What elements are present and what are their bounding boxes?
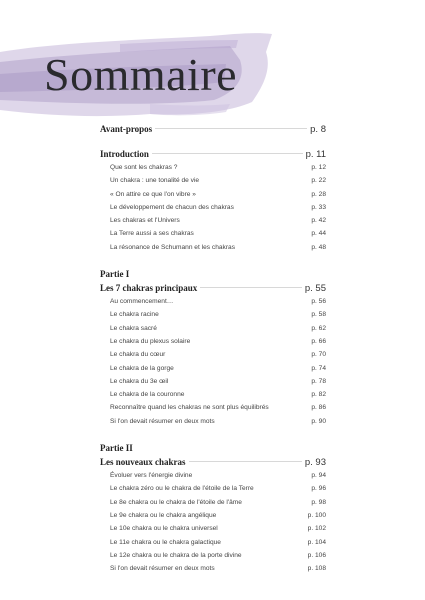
entry-title: Le chakra zéro ou le chakra de l'étoile de la Terre	[110, 485, 254, 493]
toc-entry[interactable]	[100, 295, 326, 308]
entry-title: Le chakra de la gorge	[110, 364, 174, 372]
entry-title: Le chakra sacré	[110, 324, 157, 332]
page-title: Sommaire	[44, 49, 238, 100]
toc-entry[interactable]	[100, 241, 326, 254]
part-label: Partie II	[100, 443, 133, 454]
toc-entry[interactable]	[100, 496, 326, 509]
toc-entry[interactable]	[100, 562, 326, 575]
entry-title: Si l'on devait résumer en deux mots	[110, 417, 215, 425]
entry-title: « On attire ce que l'on vibre »	[110, 190, 196, 198]
entry-title: Le développement de chacun des chakras	[110, 203, 234, 211]
toc-section-introduction	[100, 147, 326, 254]
entry-page: p. 28	[311, 190, 326, 198]
toc-entry[interactable]	[100, 415, 326, 428]
entry-title: Le chakra de la couronne	[110, 391, 185, 399]
toc-entry[interactable]	[100, 522, 326, 535]
table-of-contents	[100, 122, 326, 575]
entry-page: p. 96	[311, 485, 326, 493]
dotted-leader	[189, 461, 302, 462]
entry-page: p. 12	[311, 164, 326, 171]
entry-page: p. 42	[311, 217, 326, 225]
entry-title: Le 8e chakra ou le chakra de l'étoile de l'âme	[110, 498, 242, 506]
toc-entry[interactable]	[100, 201, 326, 214]
entry-page: p. 22	[311, 177, 326, 185]
entry-title: La résonance de Schumann et les chakras	[110, 243, 235, 251]
toc-entry[interactable]	[100, 227, 326, 240]
section-page: p. 8	[310, 124, 326, 135]
toc-entry[interactable]	[100, 469, 326, 482]
toc-entry[interactable]	[100, 322, 326, 335]
entry-page: p. 108	[307, 565, 326, 573]
entry-page: p. 94	[311, 472, 326, 480]
part-label: Partie I	[100, 269, 130, 280]
entry-page: p. 48	[311, 243, 326, 251]
toc-section-heading[interactable]	[100, 281, 326, 295]
section-title: Introduction	[100, 149, 149, 159]
entry-title: Le chakra du 3e œil	[110, 377, 169, 385]
entry-page: p. 106	[307, 551, 326, 559]
toc-entry[interactable]	[100, 214, 326, 227]
entry-page: p. 102	[307, 525, 326, 533]
entry-title: Évoluer vers l'énergie divine	[110, 472, 193, 480]
entry-title: Au commencement…	[110, 298, 174, 306]
section-title: Avant-propos	[100, 124, 153, 134]
entry-title: Un chakra : une tonalité de vie	[110, 177, 200, 185]
entry-title: Les chakras et l'Univers	[110, 217, 180, 225]
entry-page: p. 78	[311, 377, 326, 385]
dotted-leader	[155, 128, 307, 129]
toc-entry[interactable]	[100, 335, 326, 348]
entry-title: Le 12e chakra ou le chakra de la porte divine	[110, 551, 242, 559]
entry-page: p. 100	[307, 511, 326, 519]
entry-page: p. 70	[311, 351, 326, 359]
toc-entry[interactable]	[100, 549, 326, 562]
entry-title: Le chakra racine	[110, 311, 159, 319]
section-title: Les nouveaux chakras	[100, 457, 186, 468]
toc-entry[interactable]	[100, 388, 326, 401]
dotted-leader	[152, 153, 303, 154]
entry-page: p. 56	[311, 298, 326, 306]
entry-title: La Terre aussi a ses chakras	[110, 230, 194, 238]
toc-section-heading[interactable]	[100, 122, 326, 136]
toc-entry[interactable]	[100, 509, 326, 522]
toc-section-heading[interactable]	[100, 147, 326, 161]
toc-entry[interactable]	[100, 375, 326, 388]
toc-entry[interactable]	[100, 188, 326, 201]
entry-title: Le 11e chakra ou le chakra galactique	[110, 538, 221, 546]
entry-title: Si l'on devait résumer en deux mots	[110, 565, 215, 573]
entry-title: Que sont les chakras ?	[110, 164, 178, 171]
toc-section-partie-1	[100, 268, 326, 428]
entry-title: Reconnaître quand les chakras ne sont plus équilibrés	[110, 404, 269, 412]
entry-title: Le chakra du plexus solaire	[110, 337, 191, 345]
entry-page: p. 58	[311, 311, 326, 319]
toc-entry[interactable]	[100, 536, 326, 549]
toc-entry[interactable]	[100, 348, 326, 361]
entry-page: p. 98	[311, 498, 326, 506]
toc-entry[interactable]	[100, 174, 326, 187]
entry-page: p. 82	[311, 391, 326, 399]
entry-page: p. 104	[307, 538, 326, 546]
entry-title: Le 10e chakra ou le chakra universel	[110, 525, 218, 533]
entry-title: Le chakra du cœur	[110, 351, 166, 359]
entry-page: p. 33	[311, 203, 326, 211]
toc-section-avant-propos	[100, 122, 326, 136]
section-page: p. 55	[304, 283, 326, 295]
toc-entry[interactable]	[100, 401, 326, 414]
toc-entry[interactable]	[100, 308, 326, 321]
section-title: Les 7 chakras principaux	[100, 283, 198, 294]
entry-page: p. 90	[311, 417, 326, 425]
toc-section-partie-2	[100, 442, 326, 575]
entry-page: p. 86	[311, 404, 326, 412]
entry-title: Le 9e chakra ou le chakra angélique	[110, 511, 217, 519]
entry-page: p. 66	[311, 337, 326, 345]
dotted-leader	[200, 287, 302, 288]
section-page: p. 93	[304, 457, 326, 469]
toc-section-heading[interactable]	[100, 455, 326, 469]
toc-entry[interactable]	[100, 362, 326, 375]
entry-page: p. 62	[311, 324, 326, 332]
toc-entry[interactable]	[100, 161, 326, 174]
section-page: p. 11	[305, 149, 326, 160]
toc-entry[interactable]	[100, 482, 326, 495]
entry-page: p. 74	[311, 364, 326, 372]
entry-page: p. 44	[311, 230, 326, 238]
